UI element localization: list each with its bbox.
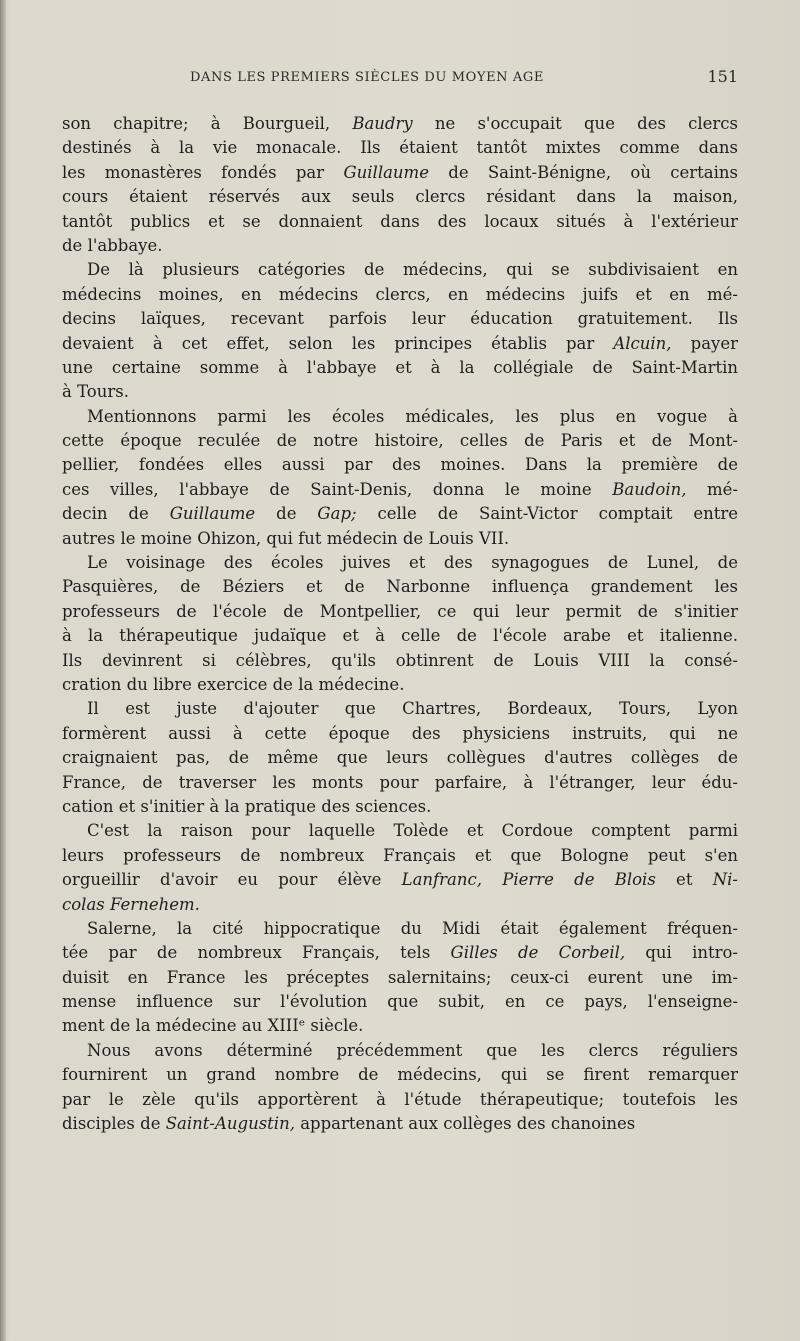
text-run: Pasquières, de Béziers et de Narbonne influença grandement les: [62, 577, 738, 597]
text-run: craignaient pas, de même que leurs collègues d'autres collèges de: [62, 748, 738, 768]
italic-text: Guillaume: [343, 162, 429, 182]
text-line: [62, 185, 738, 209]
text-run: par le zèle qu'ils apportèrent à l'étude thérapeutique; toutefois les: [62, 1089, 738, 1109]
text-run: Mentionnons parmi les écoles médicales, les plus en vogue à: [87, 406, 738, 426]
text-line: [62, 746, 738, 770]
text-run: destinés à la vie monacale. Ils étaient tantôt mixtes comme dans: [62, 138, 738, 158]
paragraph: [62, 258, 738, 404]
text-run: fournirent un grand nombre de médecins, qui se firent remarquer: [62, 1065, 738, 1085]
text-line: [62, 941, 738, 965]
italic-text: Lanfranc, Pierre de Blois: [401, 870, 656, 890]
text-line: [62, 1112, 738, 1136]
italic-text: Guillaume: [169, 504, 256, 524]
text-run: professeurs de l'école de Montpellier, ce qui leur permit de s'initier: [62, 601, 738, 621]
text-line: [62, 819, 738, 843]
text-run: à Tours.: [62, 382, 129, 402]
text-line: [62, 283, 738, 307]
text-run: Le voisinage des écoles juives et des synagogues de Lunel, de: [87, 553, 738, 573]
text-run: de: [255, 504, 318, 524]
text-line: [62, 380, 738, 404]
text-run: mé-: [686, 479, 738, 499]
text-line: [62, 1039, 738, 1063]
italic-text: Baudoin,: [612, 479, 687, 499]
paragraph: [62, 405, 738, 551]
italic-text: Saint-Augustin,: [165, 1114, 295, 1134]
text-line: [62, 575, 738, 599]
text-run: duisit en France les préceptes salernitains; ceux-ci eurent une im-: [62, 967, 738, 987]
text-line: [62, 649, 738, 673]
page-spine-shadow: [0, 0, 6, 1341]
text-run: celle de Saint-Victor comptait entre: [356, 504, 738, 524]
text-line: [62, 917, 738, 941]
text-run: devaient à cet effet, selon les principes établis par: [62, 333, 614, 353]
text-line: [62, 551, 738, 575]
text-line: [62, 600, 738, 624]
italic-text: Gap;: [317, 504, 357, 524]
text-line: [62, 258, 738, 282]
text-run: mense influence sur l'évolution que subit, en ce pays, l'enseigne-: [62, 992, 738, 1012]
page-number: 151: [707, 67, 738, 86]
running-title: DANS LES PREMIERS SIÈCLES DU MOYEN AGE: [190, 70, 544, 85]
text-line: [62, 624, 738, 648]
text-line: [62, 307, 738, 331]
text-line: [62, 478, 738, 502]
text-line: [62, 1014, 738, 1038]
running-head: [62, 66, 738, 90]
text-run: France, de traverser les monts pour parfaire, à l'étranger, leur édu-: [62, 772, 738, 792]
paragraph: [62, 551, 738, 697]
text-line: [62, 893, 738, 917]
text-line: [62, 356, 738, 380]
text-line: [62, 405, 738, 429]
text-run: et: [655, 870, 713, 890]
text-line: [62, 332, 738, 356]
text-run: une certaine somme à l'abbaye et à la collégiale de Saint-Martin: [62, 357, 738, 377]
text-run: decins laïques, recevant parfois leur éducation gratuitement. Ils: [62, 309, 738, 329]
text-line: [62, 966, 738, 990]
text-run: appartenant aux collèges des chanoines: [294, 1114, 636, 1134]
text-run: Il est juste d'ajouter que Chartres, Bordeaux, Tours, Lyon: [87, 699, 738, 719]
text-run: de Saint-Bénigne, où certains: [428, 162, 738, 182]
text-line: [62, 673, 738, 697]
text-run: médecins moines, en médecins clercs, en médecins juifs et en mé-: [62, 284, 738, 304]
text-line: [62, 429, 738, 453]
paragraph: [62, 917, 738, 1039]
text-run: autres le moine Ohizon, qui fut médecin de Louis VII.: [62, 528, 510, 548]
text-run: cation et s'initier à la pratique des sciences.: [62, 796, 432, 816]
text-run: ment de la médecine au XIIIᵉ siècle.: [62, 1016, 364, 1036]
text-run: disciples de: [62, 1114, 166, 1134]
text-line: [62, 1088, 738, 1112]
text-run: De là plusieurs catégories de médecins, qui se subdivisaient en: [87, 260, 738, 280]
text-run: cration du libre exercice de la médecine.: [62, 674, 405, 694]
text-run: cours étaient réservés aux seuls clercs résidant dans la maison,: [62, 187, 738, 207]
italic-text: Alcuin,: [613, 333, 672, 353]
paragraph: [62, 697, 738, 819]
text-line: [62, 722, 738, 746]
text-run: C'est la raison pour laquelle Tolède et Cordoue comptent parmi: [87, 821, 738, 841]
text-line: [62, 502, 738, 526]
paragraph: [62, 112, 738, 258]
text-run: pellier, fondées elles aussi par des moines. Dans la première de: [62, 455, 738, 475]
text-run: leurs professeurs de nombreux Français et que Bologne peut s'en: [62, 845, 738, 865]
text-run: Nous avons déterminé précédemment que les clercs réguliers: [87, 1040, 738, 1060]
text-line: [62, 453, 738, 477]
text-run: tée par de nombreux Français, tels: [62, 943, 451, 963]
text-line: [62, 136, 738, 160]
text-line: [62, 771, 738, 795]
text-run: payer: [671, 333, 739, 353]
text-line: [62, 234, 738, 258]
text-line: [62, 844, 738, 868]
text-run: Ils devinrent si célèbres, qu'ils obtinrent de Louis VIII la consé-: [62, 650, 738, 670]
text-line: [62, 161, 738, 185]
italic-text: Baudry: [352, 114, 413, 133]
body-text: [62, 112, 738, 1136]
italic-text: Ni-: [712, 870, 738, 890]
text-line: [62, 210, 738, 234]
text-run: tantôt publics et se donnaient dans des locaux situés à l'extérieur: [62, 211, 738, 231]
text-line: [62, 1063, 738, 1087]
text-run: decin de: [62, 504, 170, 524]
text-line: [62, 697, 738, 721]
text-line: [62, 527, 738, 551]
text-run: orgueillir d'avoir eu pour élève: [62, 870, 402, 890]
text-run: ne s'occupait que des clercs: [412, 114, 738, 133]
text-line: [62, 112, 738, 136]
paragraph: [62, 1039, 738, 1137]
italic-text: colas Fernehem.: [62, 894, 200, 914]
text-run: qui intro-: [625, 943, 738, 963]
text-line: [62, 868, 738, 892]
text-run: son chapitre; à Bourgueil,: [62, 114, 353, 133]
text-line: [62, 990, 738, 1014]
text-run: les monastères fondés par: [62, 162, 344, 182]
paragraph: [62, 819, 738, 917]
italic-text: Gilles de Corbeil,: [450, 943, 626, 963]
text-run: formèrent aussi à cette époque des physiciens instruits, qui ne: [62, 723, 738, 743]
text-run: cette époque reculée de notre histoire, celles de Paris et de Mont-: [62, 431, 738, 451]
text-run: de l'abbaye.: [62, 235, 163, 255]
text-run: Salerne, la cité hippocratique du Midi était également fréquen-: [87, 918, 738, 938]
text-run: ces villes, l'abbaye de Saint-Denis, donna le moine: [62, 479, 613, 499]
text-run: à la thérapeutique judaïque et à celle de l'école arabe et italienne.: [62, 626, 738, 646]
text-line: [62, 795, 738, 819]
